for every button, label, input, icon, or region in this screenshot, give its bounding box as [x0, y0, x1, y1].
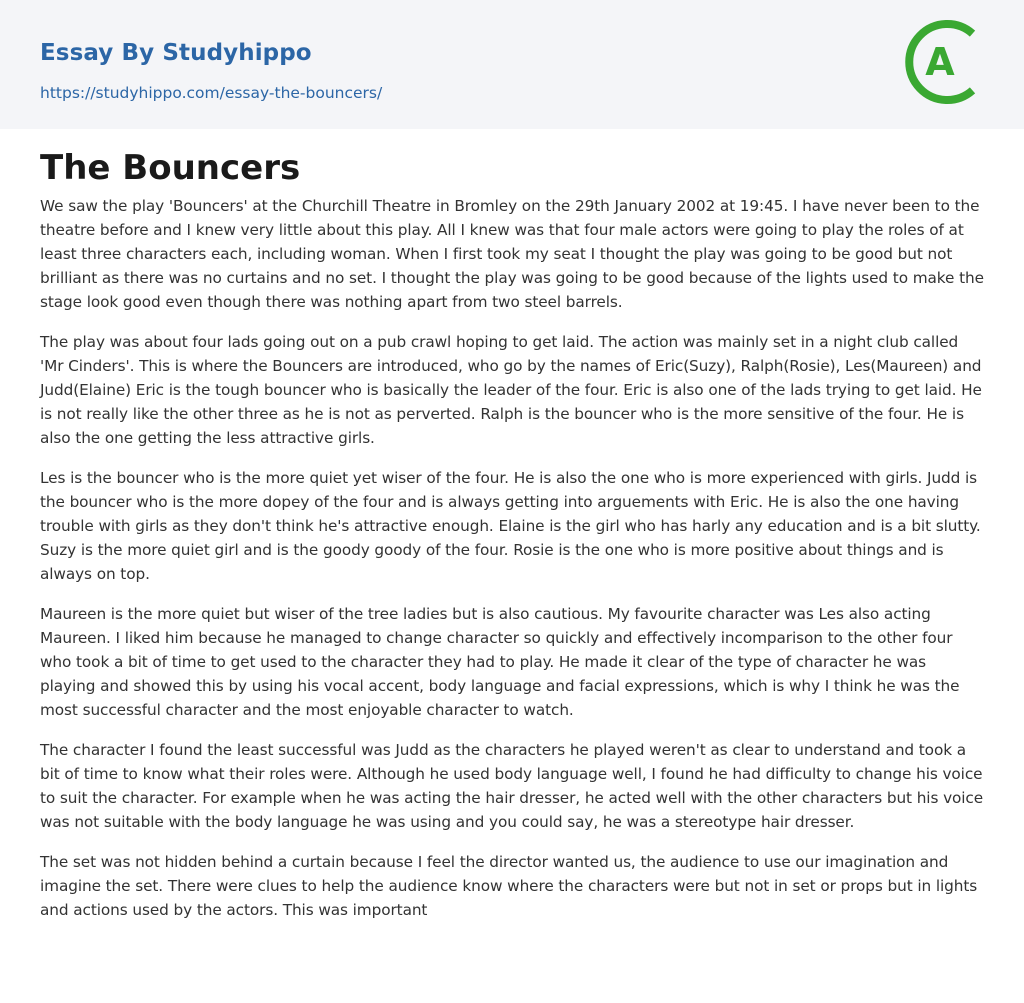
essay-body [40, 194, 984, 938]
source-url-link[interactable]: https://studyhippo.com/essay-the-bouncers/ [40, 84, 383, 102]
essay-paragraph: The set was not hidden behind a curtain because I feel the director wanted us, the audience to use our imagination and imagine the set. There were clues to help the audience know where the characters were but not in set or props but in lights and actions used by the actors. This was important [40, 853, 978, 919]
essay-title: The Bouncers [40, 148, 301, 188]
studyhippo-logo-icon[interactable] [900, 17, 990, 107]
brand-title[interactable]: Essay By Studyhippo [40, 40, 312, 66]
essay-paragraph: The play was about four lads going out on a pub crawl hoping to get laid. The action was mainly set in a night club called 'Mr Cinders'. This is where the Bouncers are introduced, who go by the names of Eric(Suzy), Ralph(Rosie), Les(Maureen) and Judd(Elaine) Eric is the tough bouncer who is basically the leader of the four. Eric is also one of the lads trying to get laid. He is not really like the other three as he is not as perverted. Ralph is the bouncer who is the more sensitive of the four. He is also the one getting the less attractive girls. [40, 333, 982, 447]
essay-paragraph: Maureen is the more quiet but wiser of the tree ladies but is also cautious. My favourite character was Les also acting Maureen. I liked him because he managed to change character so quickly and effectively incomparison to the other four who took a bit of time to get used to the character they had to play. He made it clear of the type of character he was playing and showed this by using his vocal accent, body language and facial expressions, which is why I think he was the most successful character and the most enjoyable character to watch. [40, 605, 960, 719]
page-header [0, 0, 1024, 129]
essay-paragraph: The character I found the least successful was Judd as the characters he played weren't as clear to understand and took a bit of time to know what their roles were. Although he used body language well, I found he had difficulty to change his voice to suit the character. For example when he was acting the hair dresser, he acted well with the other characters but his voice was not suitable with the body language he was using and you could say, he was a stereotype hair dresser. [40, 741, 984, 831]
essay-paragraph: We saw the play 'Bouncers' at the Churchill Theatre in Bromley on the 29th January 2002 at 19:45. I have never been to the theatre before and I knew very little about this play. All I knew was that four male actors were going to play the roles of at least three characters each, including woman. When I first took my seat I thought the play was going to be good but not brilliant as there was no curtains and no set. I thought the play was going to be good because of the lights used to make the stage look good even though there was nothing apart from two steel barrels. [40, 197, 984, 311]
logo-letter: A [925, 40, 955, 84]
essay-paragraph: Les is the bouncer who is the more quiet yet wiser of the four. He is also the one who is more experienced with girls. Judd is the bouncer who is the more dopey of the four and is always getting into arguements with Eric. He is also the one having trouble with girls as they don't think he's attractive enough. Elaine is the girl who has harly any education and is a bit slutty. Suzy is the more quiet girl and is the goody goody of the four. Rosie is the one who is more positive about things and is always on top. [40, 469, 981, 583]
